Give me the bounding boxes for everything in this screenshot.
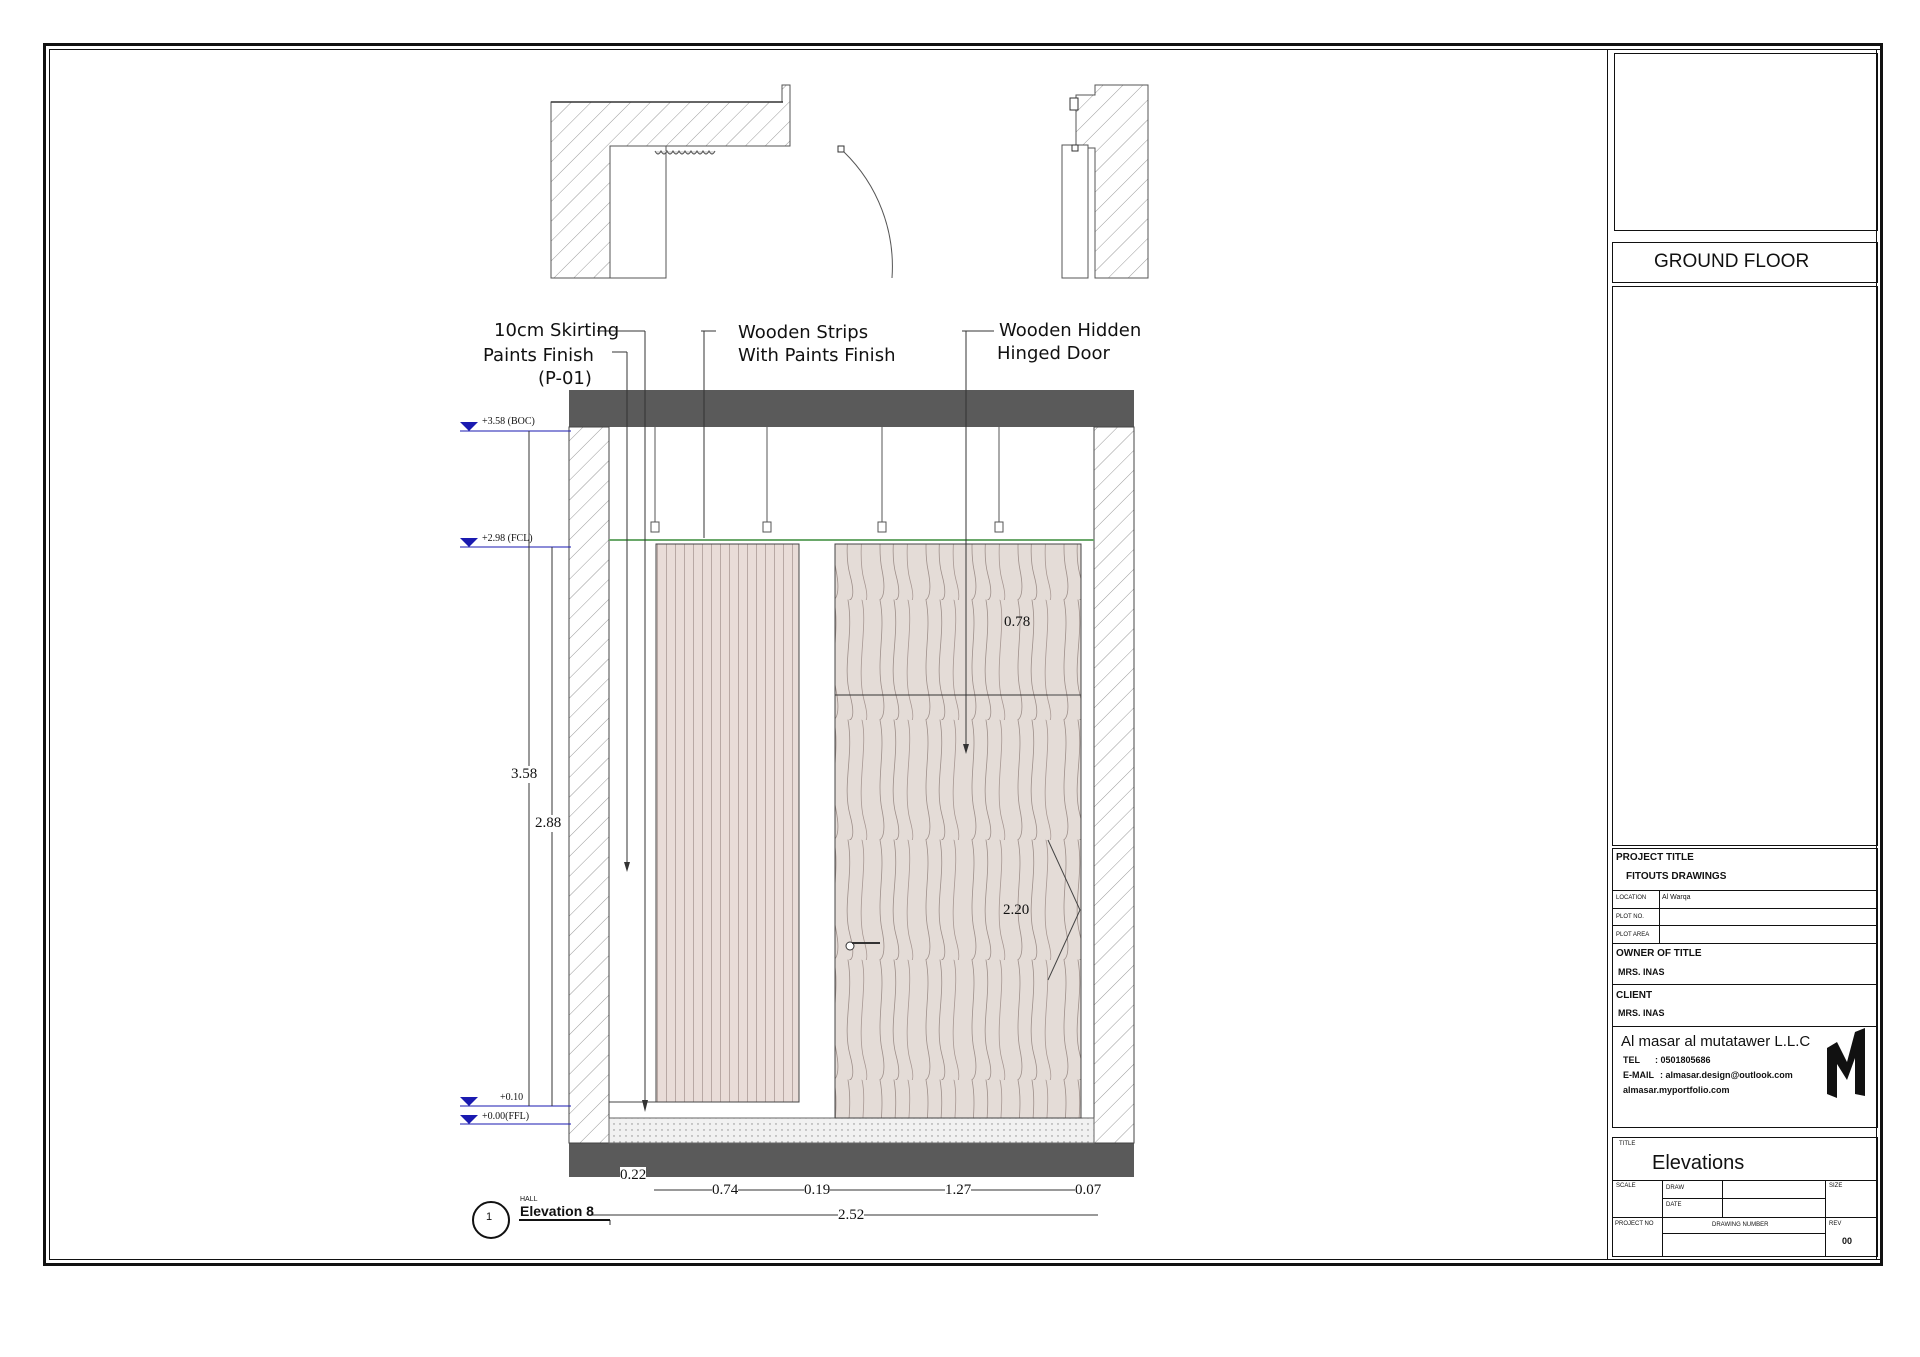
divider [1612, 1026, 1878, 1027]
location-value: Al Warqa [1662, 894, 1691, 901]
wooden-strips-panel [656, 544, 799, 1102]
hidden-hinged-door [835, 695, 1081, 1118]
elevation-title: Elevation 8 [520, 1203, 594, 1219]
plan-section [551, 85, 1148, 278]
callout-door-line2: Hinged Door [997, 343, 1110, 364]
location-label: LOCATION [1616, 895, 1647, 901]
plot-no-label: PLOT NO. [1616, 914, 1644, 920]
divider [1722, 1180, 1723, 1218]
title-label: TITLE [1619, 1141, 1636, 1147]
floor-slab [569, 1143, 1134, 1177]
company-name: Al masar al mutatawer L.L.C [1621, 1033, 1811, 1050]
divider [1659, 890, 1660, 944]
divider [1662, 1218, 1663, 1257]
website: almasar.myportfolio.com [1623, 1085, 1730, 1095]
dim-4: 0.07 [1075, 1182, 1102, 1198]
project-no-label: PROJECT NO [1615, 1221, 1654, 1227]
dim-total-width: 2.52 [838, 1207, 865, 1223]
tel-label: TEL [1623, 1055, 1640, 1065]
floor-label: GROUND FLOOR [1654, 251, 1810, 272]
plot-area-label: PLOT AREA [1616, 932, 1650, 938]
drawing-number-label: DRAWING NUMBER [1712, 1222, 1769, 1228]
left-wall [569, 427, 609, 1143]
owner-value: MRS. INAS [1618, 967, 1665, 977]
callout-skirting-line1: 10cm Skirting [494, 320, 620, 341]
divider [1662, 1233, 1825, 1234]
divider [1825, 1180, 1826, 1257]
client-label: CLIENT [1616, 990, 1653, 1001]
project-title: FITOUTS DRAWINGS [1626, 871, 1727, 882]
client-value: MRS. INAS [1618, 1008, 1665, 1018]
title-block-blank-box [1612, 286, 1878, 846]
right-wall [1094, 427, 1134, 1143]
dim-wall: 0.22 [620, 1167, 647, 1183]
dim-door-top: 0.78 [1004, 614, 1031, 630]
callout-strips-line1: Wooden Strips [738, 322, 869, 343]
level-boc: +3.58 (BOC) [482, 416, 535, 427]
tel-value: : 0501805686 [1655, 1055, 1711, 1065]
size-label: SIZE [1829, 1183, 1843, 1189]
door-top-panel [835, 544, 1081, 695]
rev-value: 00 [1842, 1236, 1853, 1246]
callout-door-line1: Wooden Hidden [999, 320, 1142, 341]
date-label: DATE [1666, 1202, 1682, 1208]
M-monogram-logo-icon [1825, 1028, 1869, 1100]
ceiling-slab [569, 390, 1134, 427]
title-block-top-box [1614, 53, 1878, 231]
callout-skirting-line3: (P-01) [538, 368, 592, 389]
dim-door-height: 2.20 [1003, 902, 1030, 918]
project-title-label: PROJECT TITLE [1616, 852, 1694, 863]
elevation-room: HALL [520, 1196, 538, 1203]
dim-3: 1.27 [945, 1182, 972, 1198]
divider [1662, 1198, 1825, 1199]
dim-1: 0.74 [712, 1182, 739, 1198]
elevation-number: 1 [486, 1211, 493, 1223]
level-fcl: +2.98 (FCL) [482, 533, 533, 544]
email-label: E-MAIL [1623, 1070, 1654, 1080]
rev-label: REV [1829, 1221, 1842, 1227]
floor-screed [609, 1118, 1094, 1143]
divider [1612, 984, 1878, 985]
callout-skirting-line2: Paints Finish [483, 345, 594, 366]
level-skirt: +0.10 [500, 1092, 524, 1103]
elevation-view [460, 331, 1134, 1238]
dim-ceiling-height: 2.88 [535, 815, 562, 831]
draw-label: DRAW [1666, 1185, 1685, 1191]
scale-label: SCALE [1616, 1183, 1636, 1189]
email-value: : almasar.design@outlook.com [1660, 1070, 1793, 1080]
dim-total-height: 3.58 [511, 766, 538, 782]
dim-2: 0.19 [804, 1182, 831, 1198]
divider [1662, 1180, 1663, 1218]
level-ffl: +0.00(FFL) [482, 1111, 530, 1122]
divider [1612, 908, 1878, 926]
sheet-title: Elevations [1652, 1152, 1745, 1174]
owner-label: OWNER OF TITLE [1616, 948, 1702, 959]
callout-strips-line2: With Paints Finish [738, 345, 896, 366]
